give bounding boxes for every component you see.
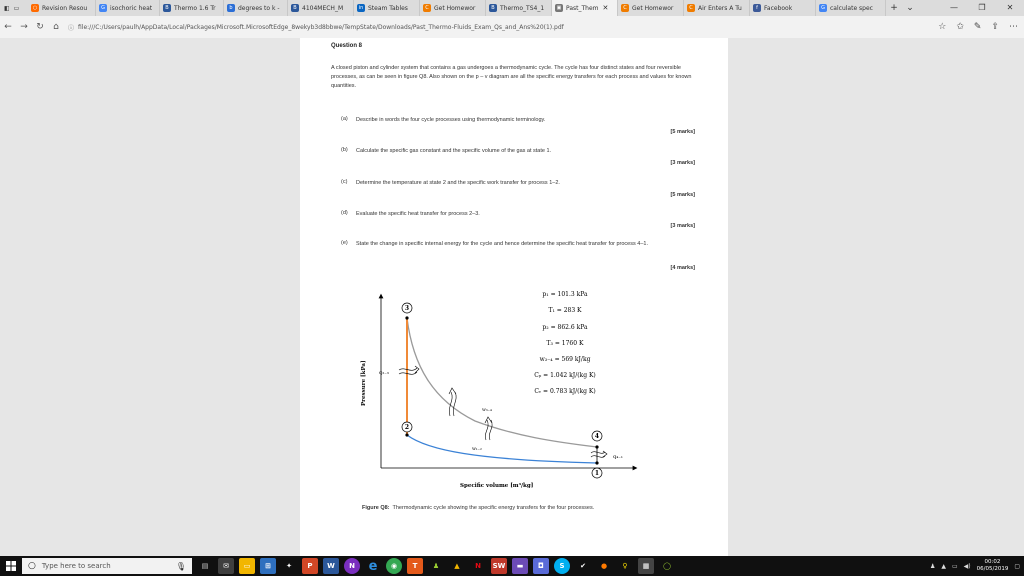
expansion-curve-3-4 xyxy=(404,318,600,447)
cortana-icon: ○ xyxy=(28,561,36,571)
browser-tab[interactable] xyxy=(816,0,886,16)
restore-button[interactable]: ❐ xyxy=(978,3,986,12)
tab-favicon-icon: C xyxy=(687,4,695,12)
address-bar[interactable] xyxy=(68,21,848,33)
tab-label: Thermo 1.6 Tr xyxy=(174,4,216,12)
app-pin-icon[interactable]: ♀ xyxy=(622,562,628,570)
app-sw-icon[interactable]: SW xyxy=(491,558,507,574)
value-p1: p₁ = 101.3 kPa xyxy=(542,291,588,298)
taskbar xyxy=(0,556,1024,576)
value-cp: Cₚ = 1.042 kJ/(kg K) xyxy=(534,372,596,379)
state-label-3 xyxy=(402,303,412,313)
store-icon[interactable]: ⊞ xyxy=(260,558,276,574)
part-text: State the change in specific internal energy for the cycle and hence determine the specific heat transfer for process 4–1. xyxy=(356,241,648,247)
app-figure-icon[interactable]: ♟ xyxy=(432,562,440,570)
browser-tab[interactable] xyxy=(618,0,684,16)
browser-tab[interactable] xyxy=(684,0,750,16)
label-w12: w₁₋₂ xyxy=(472,447,482,452)
state-label-2 xyxy=(402,422,412,432)
browser-tab[interactable] xyxy=(420,0,486,16)
tab-controls xyxy=(0,5,28,12)
tab-label: Thermo_TS4_1 xyxy=(500,4,545,12)
svg-text:4: 4 xyxy=(594,433,600,441)
work-arrow-1-2 xyxy=(485,417,492,440)
browser-tab[interactable] xyxy=(288,0,354,16)
toolbar-buttons xyxy=(938,16,1018,38)
tab-preview-icon[interactable]: ▭ xyxy=(13,4,20,12)
set-aside-tabs-icon[interactable]: ◧ xyxy=(4,4,10,12)
tab-favicon-icon: C xyxy=(423,4,431,12)
part-label: (b) xyxy=(341,147,348,153)
tab-label: 4104MECH_M xyxy=(302,4,344,12)
info-icon: ⓘ xyxy=(68,24,75,32)
app-orange-icon[interactable]: ● xyxy=(600,562,608,570)
value-t3: T₃ = 1760 K xyxy=(546,340,584,347)
figure-caption-text: Thermodynamic cycle showing the specific energy transfers for the four processes. xyxy=(392,505,595,511)
tab-favicon-icon: b xyxy=(227,4,235,12)
part-marks: [3 marks] xyxy=(670,160,695,166)
app-purple-icon[interactable]: ▬ xyxy=(512,558,528,574)
svg-text:3: 3 xyxy=(404,305,410,313)
pdf-viewer[interactable] xyxy=(0,38,1024,556)
share-icon[interactable]: ⇪ xyxy=(991,22,999,32)
tab-favicon-icon: ○ xyxy=(32,5,38,11)
app-check-icon[interactable]: ✔ xyxy=(580,562,586,570)
refresh-button[interactable]: ↻ xyxy=(36,22,44,32)
chrome-icon[interactable]: ◉ xyxy=(386,558,402,574)
volume-icon[interactable]: ◀) xyxy=(963,562,971,570)
tab-dropdown-icon[interactable]: ⌄ xyxy=(906,3,914,13)
skype-icon[interactable]: S xyxy=(554,558,570,574)
part-label: (e) xyxy=(341,240,348,246)
onenote-icon[interactable]: N xyxy=(344,558,360,574)
edge-browser-icon[interactable]: e xyxy=(368,558,378,574)
part-text: Describe in words the four cycle processes using thermodynamic terminology. xyxy=(356,117,546,123)
tab-strip xyxy=(0,0,1024,16)
home-button[interactable]: ⌂ xyxy=(53,22,59,32)
back-button[interactable]: ← xyxy=(4,22,12,32)
state-label-4 xyxy=(592,431,602,441)
value-p2: p₂ = 862.6 kPa xyxy=(542,324,588,331)
browser-tab[interactable] xyxy=(486,0,552,16)
browser-tab[interactable] xyxy=(552,0,618,16)
x-axis-label: Specific volume [m³/kg] xyxy=(460,483,534,489)
new-tab-button[interactable]: + xyxy=(890,3,898,13)
network-icon[interactable]: ▭ xyxy=(951,562,958,570)
forward-button[interactable]: → xyxy=(20,22,28,32)
close-tab-icon[interactable]: ✕ xyxy=(602,4,609,12)
tab-favicon-icon: B xyxy=(489,4,497,12)
tab-label: Facebook xyxy=(764,4,793,12)
question-heading: Question 8 xyxy=(331,43,363,49)
netflix-icon[interactable]: N xyxy=(475,562,481,570)
task-view-icon[interactable]: ▤ xyxy=(201,562,209,570)
tab-label: degrees to k - xyxy=(238,4,280,12)
part-marks: [3 marks] xyxy=(670,223,695,229)
state-point-2 xyxy=(405,433,408,436)
taskbar-search[interactable] xyxy=(22,558,192,574)
browser-tab[interactable] xyxy=(28,0,96,16)
tab-favicon-icon: in xyxy=(358,5,364,11)
app-grid-icon[interactable]: ▦ xyxy=(638,558,654,574)
pen-icon[interactable]: ✎ xyxy=(973,22,982,32)
favorites-bar-icon[interactable]: ✩ xyxy=(956,22,964,32)
tab-label: Past_Them xyxy=(566,4,599,12)
app-circle-icon[interactable]: ◯ xyxy=(663,562,671,570)
y-axis-label: Pressure [kPa] xyxy=(361,360,367,406)
clock[interactable] xyxy=(977,559,1009,573)
heat-arrow-4-1 xyxy=(591,451,607,457)
clock-date: 06/05/2019 xyxy=(976,566,1009,572)
state-point-4 xyxy=(595,445,598,448)
url-text[interactable]: file:///C:/Users/paulh/AppData/Local/Packages/Microsoft.MicrosoftEdge_8wekyb3d8bbwe/TempState/Downloads/Past_Thermo-Fluids_Exam_Qs_and_Ans%20(1).pdf xyxy=(78,23,564,31)
settings-icon[interactable]: ✦ xyxy=(286,562,292,570)
part-text: Calculate the specific gas constant and the specific volume of the gas at state 1. xyxy=(356,148,552,154)
tab-label: isochoric heat xyxy=(110,4,153,12)
show-hidden-icons-icon[interactable]: ▲ xyxy=(941,562,946,570)
tab-label: Get Homewor xyxy=(632,4,674,12)
tab-label: Air Enters A Tu xyxy=(698,4,742,12)
word-icon[interactable]: W xyxy=(323,558,339,574)
part-text: Evaluate the specific heat transfer for process 2–3. xyxy=(356,211,480,217)
part-marks: [5 marks] xyxy=(670,129,695,135)
discord-icon[interactable]: ◘ xyxy=(533,558,549,574)
start-button[interactable] xyxy=(0,556,22,576)
part-label: (a) xyxy=(341,116,348,122)
tab-label: Get Homewor xyxy=(434,4,476,12)
value-cv: Cᵥ = 0.783 kJ/(kg K) xyxy=(534,388,596,395)
close-window-button[interactable]: ✕ xyxy=(1006,3,1014,12)
people-icon[interactable]: ♟ xyxy=(929,562,936,570)
question-intro: A closed piston and cylinder system that contains a gas undergoes a thermodynamic cycle. The cycle has four distinct states and four reversible processes, as can be seen in figure Q8. Also shown on the p – v diagram are all the specific energy transfers for each process and values for known quantities. xyxy=(331,65,692,89)
part-marks: [5 marks] xyxy=(670,192,695,198)
label-q23: q₂₋₃ xyxy=(379,370,389,376)
state-point-1 xyxy=(595,461,598,464)
app-triangle-icon[interactable]: ▲ xyxy=(454,562,460,570)
tab-favicon-icon: B xyxy=(291,4,299,12)
part-text: Determine the temperature at state 2 and the specific work transfer for process 1–2. xyxy=(356,180,560,186)
figure-caption-label: Figure Q8: xyxy=(362,505,390,511)
tab-favicon-icon: C xyxy=(621,4,629,12)
search-placeholder: Type here to search xyxy=(41,562,111,570)
browser-tab[interactable] xyxy=(160,0,224,16)
app-t-icon[interactable]: T xyxy=(407,558,423,574)
heat-arrow-2-3 xyxy=(399,366,419,374)
svg-text:2: 2 xyxy=(404,424,410,432)
tab-list xyxy=(28,0,886,16)
tab-favicon-icon: B xyxy=(163,4,171,12)
figure-caption xyxy=(362,505,594,511)
state-label-1 xyxy=(592,468,602,478)
part-label: (d) xyxy=(341,210,348,216)
minimize-button[interactable]: — xyxy=(950,3,958,12)
value-w34: w₃₋₄ = 569 kJ/kg xyxy=(539,356,591,363)
pdf-page xyxy=(300,38,728,556)
microphone-icon[interactable]: 🎙 xyxy=(175,561,186,571)
favorite-star-icon[interactable]: ☆ xyxy=(938,22,947,32)
system-tray xyxy=(930,556,1020,576)
tab-favicon-icon: ▣ xyxy=(556,5,562,11)
tab-favicon-icon: G xyxy=(819,4,827,12)
label-q41: q₄₋₁ xyxy=(613,454,623,460)
svg-text:1: 1 xyxy=(594,470,600,478)
tab-favicon-icon: G xyxy=(99,4,107,12)
more-menu-icon[interactable]: ⋯ xyxy=(1009,22,1018,32)
part-label: (c) xyxy=(341,179,348,185)
browser-tab[interactable] xyxy=(354,0,420,16)
given-values xyxy=(534,291,596,395)
compression-curve-1-2 xyxy=(407,433,600,463)
file-explorer-icon[interactable]: ▭ xyxy=(239,558,255,574)
tab-favicon-icon: f xyxy=(753,4,761,12)
window-controls xyxy=(940,0,1024,16)
tab-label: Steam Tables xyxy=(368,4,408,12)
address-row xyxy=(0,16,1024,39)
value-t1: T₁ = 283 K xyxy=(548,307,582,314)
windows-logo-icon xyxy=(6,561,16,571)
work-arrow-3-4 xyxy=(449,388,456,416)
tab-label: Revision Resou xyxy=(42,4,88,12)
state-point-3 xyxy=(405,316,408,319)
part-marks: [4 marks] xyxy=(670,265,695,271)
tab-label: calculate spec xyxy=(830,4,873,12)
clock-time: 00:02 xyxy=(984,559,1001,565)
mail-icon[interactable]: ✉ xyxy=(218,558,234,574)
action-center-icon[interactable]: ▢ xyxy=(1014,562,1020,570)
browser-tab[interactable] xyxy=(750,0,816,16)
powerpoint-icon[interactable]: P xyxy=(302,558,318,574)
pv-diagram xyxy=(355,288,645,493)
browser-tab[interactable] xyxy=(96,0,160,16)
browser-tab[interactable] xyxy=(224,0,288,16)
label-w34: w₃₋₄ xyxy=(482,408,492,413)
